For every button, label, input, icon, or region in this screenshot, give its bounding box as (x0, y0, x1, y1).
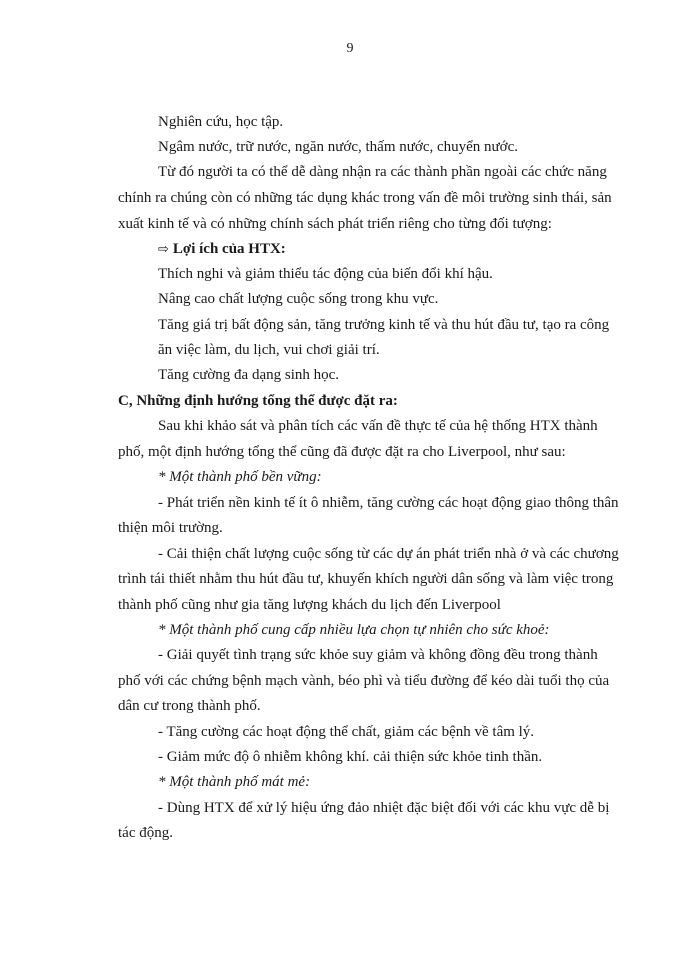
page-number: 9 (346, 41, 354, 56)
text-line: xuất kinh tế và có những chính sách phát triển riêng cho từng đối tượng: (118, 216, 552, 232)
section-heading: C, Những định hướng tổng thể được đặt ra: (118, 393, 398, 409)
text-line: trình tái thiết nhằm thu hút đầu tư, khuyến khích người dân sống và làm việc trong (118, 571, 614, 587)
text-line: Ngâm nước, trữ nước, ngăn nước, thấm nước, chuyển nước. (158, 139, 519, 155)
text-line: tác động. (118, 825, 173, 841)
text-line: - Cải thiện chất lượng cuộc sống từ các dự án phát triển nhà ở và các chương (158, 546, 619, 562)
text-line: - Dùng HTX để xử lý hiệu ứng đảo nhiệt đặc biệt đối với các khu vực dễ bị (158, 800, 610, 816)
text-line: phố với các chứng bệnh mạch vành, béo phì và tiểu đường để kéo dài tuổi thọ của (118, 673, 610, 689)
text-line: phố, một định hướng tổng thể cũng đã được đặt ra cho Liverpool, như sau: (118, 444, 566, 460)
text-line: Sau khi khảo sát và phân tích các vấn đề thực tế của hệ thống HTX thành (158, 418, 598, 434)
subheading: * Một thành phố bền vững: (158, 469, 322, 485)
text-line: Nâng cao chất lượng cuộc sống trong khu vực. (158, 291, 439, 307)
text-line: - Phát triển nền kinh tế ít ô nhiễm, tăng cường các hoạt động giao thông thân (158, 495, 619, 511)
text-line: - Giải quyết tình trạng sức khỏe suy giảm và không đồng đều trong thành (158, 647, 598, 663)
section-heading: ⇨ Lợi ích của HTX: (158, 241, 286, 257)
subheading: * Một thành phố cung cấp nhiều lựa chọn tự nhiên cho sức khoẻ: (158, 622, 550, 638)
text-line: - Tăng cường các hoạt động thể chất, giảm các bệnh về tâm lý. (158, 724, 535, 740)
text-line: - Giảm mức độ ô nhiễm không khí. cải thiện sức khỏe tinh thần. (158, 749, 543, 765)
text-line: Thích nghi và giảm thiểu tác động của biến đổi khí hậu. (158, 266, 493, 282)
text-line: Tăng cường đa dạng sinh học. (158, 367, 340, 383)
text-line: Nghiên cứu, học tập. (158, 114, 284, 130)
text-line: ăn việc làm, du lịch, vui chơi giải trí. (158, 342, 380, 358)
text-line: thiện môi trường. (118, 520, 223, 536)
arrow-right-icon: ⇨ (158, 242, 169, 257)
text-line: dân cư trong thành phố. (118, 698, 261, 714)
subheading: * Một thành phố mát mẻ: (158, 774, 311, 790)
text-line: chính ra chúng còn có những tác dụng khác trong vấn đề môi trường sinh thái, sản (118, 190, 612, 206)
text-line: Tăng giá trị bất động sản, tăng trưởng kinh tế và thu hút đầu tư, tạo ra công (158, 317, 610, 333)
text-line: thành phố cũng như gia tăng lượng khách du lịch đến Liverpool (118, 597, 501, 613)
text-line: Từ đó người ta có thể dễ dàng nhận ra các thành phần ngoài các chức năng (158, 164, 607, 180)
